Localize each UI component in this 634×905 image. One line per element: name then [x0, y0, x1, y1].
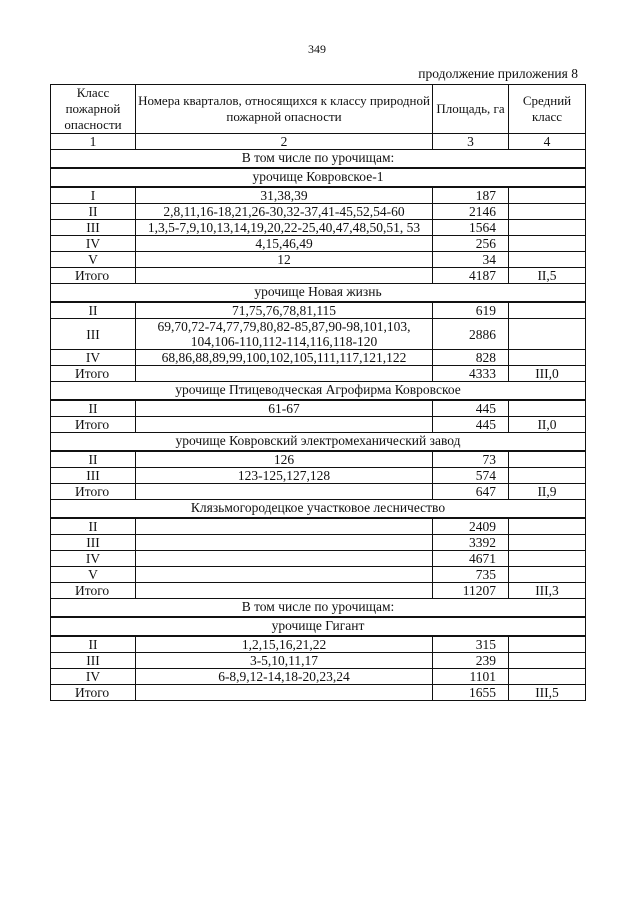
quarters-cell [136, 417, 433, 433]
column-number-row [51, 134, 586, 150]
quarters-cell: 71,75,76,78,81,115 [136, 302, 433, 319]
total-row [51, 484, 586, 500]
hazard-class-cell: II [51, 400, 136, 417]
table-row [51, 669, 586, 685]
hazard-class-cell: III [51, 535, 136, 551]
continuation-note: продолжение приложения 8 [418, 66, 578, 81]
average-class-cell [509, 319, 586, 350]
quarters-cell: 61-67 [136, 400, 433, 417]
area-cell: 187 [433, 187, 509, 204]
quarters-cell: 1,2,15,16,21,22 [136, 636, 433, 653]
area-cell: 256 [433, 236, 509, 252]
table-row [51, 220, 586, 236]
average-class-cell [509, 535, 586, 551]
section-heading: урочище Ковровское-1 [51, 168, 586, 187]
hazard-class-cell: II [51, 302, 136, 319]
hazard-class-cell: Итого [51, 583, 136, 599]
average-class-cell: III,3 [509, 583, 586, 599]
section-heading: урочище Гигант [51, 617, 586, 636]
hazard-class-cell: Итого [51, 417, 136, 433]
hazard-class-cell: Итого [51, 685, 136, 701]
total-row [51, 417, 586, 433]
quarters-cell: 3-5,10,11,17 [136, 653, 433, 669]
table-row [51, 204, 586, 220]
section-heading-row [51, 433, 586, 452]
hazard-class-cell: III [51, 468, 136, 484]
table-row [51, 567, 586, 583]
section-heading-row [51, 599, 586, 618]
table-row [51, 350, 586, 366]
area-cell: 619 [433, 302, 509, 319]
quarters-cell: 4,15,46,49 [136, 236, 433, 252]
average-class-cell [509, 400, 586, 417]
total-row [51, 366, 586, 382]
quarters-cell: 69,70,72-74,77,79,80,82-85,87,90-98,101,103, 104,106-110,112-114,116,118-120 [136, 319, 433, 350]
table-row [51, 319, 586, 350]
area-cell: 574 [433, 468, 509, 484]
area-cell: 445 [433, 417, 509, 433]
hazard-class-cell: IV [51, 551, 136, 567]
quarters-cell: 68,86,88,89,99,100,102,105,111,117,121,122 [136, 350, 433, 366]
average-class-cell: II,0 [509, 417, 586, 433]
hazard-class-cell: V [51, 567, 136, 583]
total-row [51, 583, 586, 599]
hazard-class-cell: II [51, 204, 136, 220]
hazard-class-cell: II [51, 636, 136, 653]
area-cell: 3392 [433, 535, 509, 551]
hazard-class-cell: III [51, 653, 136, 669]
header-average-class: Средний класс [509, 85, 586, 134]
hazard-class-cell: IV [51, 236, 136, 252]
hazard-class-cell: IV [51, 669, 136, 685]
section-heading-row [51, 150, 586, 169]
section-heading: В том числе по урочищам: [51, 599, 586, 618]
quarters-cell [136, 268, 433, 284]
section-heading-row [51, 382, 586, 401]
table-row [51, 468, 586, 484]
average-class-cell [509, 252, 586, 268]
hazard-class-cell: Итого [51, 484, 136, 500]
average-class-cell [509, 350, 586, 366]
area-cell: 4187 [433, 268, 509, 284]
table-header-row [51, 85, 586, 134]
table-row [51, 551, 586, 567]
section-heading-row [51, 617, 586, 636]
area-cell: 4333 [433, 366, 509, 382]
section-heading: урочище Ковровский электромеханический завод [51, 433, 586, 452]
average-class-cell [509, 220, 586, 236]
area-cell: 11207 [433, 583, 509, 599]
table-body [51, 150, 586, 701]
table-row [51, 187, 586, 204]
quarters-cell [136, 535, 433, 551]
area-cell: 445 [433, 400, 509, 417]
quarters-cell [136, 551, 433, 567]
hazard-class-cell: IV [51, 350, 136, 366]
table-row [51, 451, 586, 468]
fire-hazard-table [50, 84, 586, 701]
table-row [51, 535, 586, 551]
quarters-cell [136, 366, 433, 382]
table-row [51, 252, 586, 268]
average-class-cell [509, 187, 586, 204]
quarters-cell: 31,38,39 [136, 187, 433, 204]
header-area: Площадь, га [433, 85, 509, 134]
average-class-cell [509, 451, 586, 468]
table-row [51, 653, 586, 669]
average-class-cell [509, 302, 586, 319]
column-number: 4 [509, 134, 586, 150]
table-row [51, 518, 586, 535]
area-cell: 1655 [433, 685, 509, 701]
total-row [51, 685, 586, 701]
quarters-cell [136, 518, 433, 535]
average-class-cell: III,5 [509, 685, 586, 701]
hazard-class-cell: III [51, 220, 136, 236]
hazard-class-cell: I [51, 187, 136, 204]
section-heading-row [51, 168, 586, 187]
section-heading: урочище Новая жизнь [51, 284, 586, 303]
area-cell: 735 [433, 567, 509, 583]
area-cell: 315 [433, 636, 509, 653]
column-number: 2 [136, 134, 433, 150]
area-cell: 239 [433, 653, 509, 669]
area-cell: 1564 [433, 220, 509, 236]
section-heading-row [51, 500, 586, 519]
total-row [51, 268, 586, 284]
page-number: 349 [308, 42, 326, 56]
average-class-cell [509, 636, 586, 653]
average-class-cell [509, 653, 586, 669]
quarters-cell: 1,3,5-7,9,10,13,14,19,20,22-25,40,47,48,50,51, 53 [136, 220, 433, 236]
quarters-cell: 126 [136, 451, 433, 468]
hazard-class-cell: II [51, 451, 136, 468]
table-row [51, 236, 586, 252]
average-class-cell [509, 567, 586, 583]
area-cell: 73 [433, 451, 509, 468]
quarters-cell: 12 [136, 252, 433, 268]
table-row [51, 302, 586, 319]
header-quarters: Номера кварталов, относящихся к классу природной пожарной опасности [136, 85, 433, 134]
section-heading: урочище Птицеводческая Агрофирма Ковровское [51, 382, 586, 401]
column-number: 1 [51, 134, 136, 150]
section-heading: В том числе по урочищам: [51, 150, 586, 169]
quarters-cell: 123-125,127,128 [136, 468, 433, 484]
hazard-class-cell: Итого [51, 366, 136, 382]
quarters-cell [136, 583, 433, 599]
average-class-cell: III,0 [509, 366, 586, 382]
table-row [51, 636, 586, 653]
section-heading: Клязьмогородецкое участковое лесничество [51, 500, 586, 519]
area-cell: 34 [433, 252, 509, 268]
area-cell: 4671 [433, 551, 509, 567]
average-class-cell [509, 669, 586, 685]
quarters-cell: 2,8,11,16-18,21,26-30,32-37,41-45,52,54-60 [136, 204, 433, 220]
average-class-cell [509, 551, 586, 567]
area-cell: 1101 [433, 669, 509, 685]
area-cell: 2409 [433, 518, 509, 535]
area-cell: 2886 [433, 319, 509, 350]
average-class-cell [509, 518, 586, 535]
average-class-cell [509, 204, 586, 220]
quarters-cell: 6-8,9,12-14,18-20,23,24 [136, 669, 433, 685]
hazard-class-cell: Итого [51, 268, 136, 284]
average-class-cell [509, 236, 586, 252]
section-heading-row [51, 284, 586, 303]
area-cell: 647 [433, 484, 509, 500]
average-class-cell: II,9 [509, 484, 586, 500]
average-class-cell [509, 468, 586, 484]
hazard-class-cell: II [51, 518, 136, 535]
area-cell: 828 [433, 350, 509, 366]
quarters-cell [136, 567, 433, 583]
column-number: 3 [433, 134, 509, 150]
hazard-class-cell: V [51, 252, 136, 268]
header-hazard-class: Класс пожарной опасности [51, 85, 136, 134]
average-class-cell: II,5 [509, 268, 586, 284]
hazard-class-cell: III [51, 319, 136, 350]
table-row [51, 400, 586, 417]
quarters-cell [136, 685, 433, 701]
area-cell: 2146 [433, 204, 509, 220]
quarters-cell [136, 484, 433, 500]
